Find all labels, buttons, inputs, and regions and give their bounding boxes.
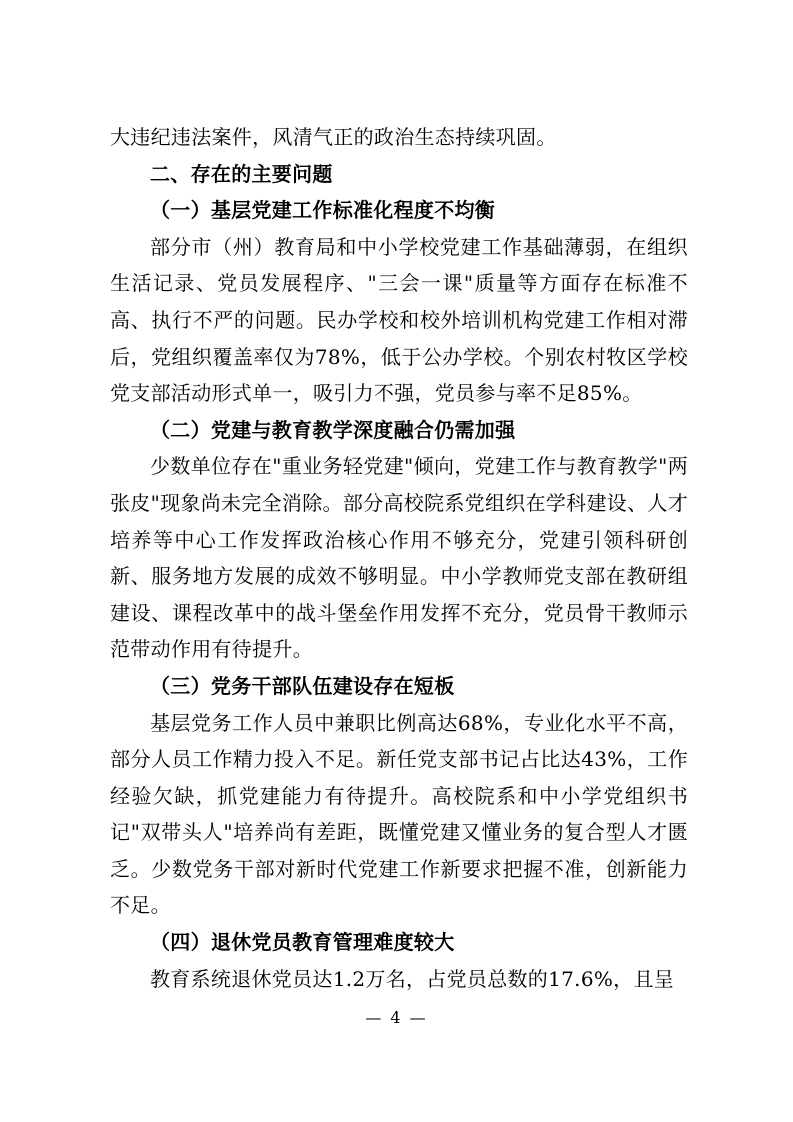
subsection-heading-3: （三）党务干部队伍建设存在短板 (150, 673, 455, 698)
subsection-heading-4: （四）退休党员教育管理难度较大 (150, 930, 455, 955)
section-heading-main-problems: 二、存在的主要问题 (150, 161, 333, 186)
body-paragraph-3: 基层党务工作人员中兼职比例高达68%，专业化水平不高，部分人员工作精力投入不足。新任党支部书记占比达43%，工作经验欠缺，抓党建能力有待提升。高校院系和中小学党组织书记"双带头人"培养尚有差距，既懂党建又懂业务的复合型人才匮乏。少数党务干部对新时代党建工作新要求把握不准，创新能力不足。 (110, 710, 688, 918)
body-paragraph-4: 教育系统退休党员达1.2万名，占党员总数的17.6%，且呈 (150, 966, 675, 991)
body-paragraph-2: 少数单位存在"重业务轻党建"倾向，党建工作与教育教学"两张皮"现象尚未完全消除。部分高校院系党组织在学科建设、人才培养等中心工作发挥政治核心作用不够充分，党建引领科研创新、服务地方发展的成效不够明显。中小学教师党支部在教研组建设、课程改革中的战斗堡垒作用发挥不充分，党员骨干教师示范带动作用有待提升。 (110, 454, 688, 662)
paragraph-continuation: 大违纪违法案件，风清气正的政治生态持续巩固。 (110, 125, 557, 149)
subsection-heading-2: （二）党建与教育教学深度融合仍需加强 (150, 417, 516, 442)
subsection-heading-1: （一）基层党建工作标准化程度不均衡 (150, 198, 496, 223)
body-paragraph-1: 部分市（州）教育局和中小学校党建工作基础薄弱，在组织生活记录、党员发展程序、"三会一课"质量等方面存在标准不高、执行不严的问题。民办学校和校外培训机构党建工作相对滞后，党组织覆盖率仅为78%，低于公办学校。个别农村牧区学校党支部活动形式单一，吸引力不强，党员参与率不足85%。 (110, 234, 688, 406)
document-body (110, 119, 688, 997)
page-number: — 4 — (365, 1008, 428, 1027)
